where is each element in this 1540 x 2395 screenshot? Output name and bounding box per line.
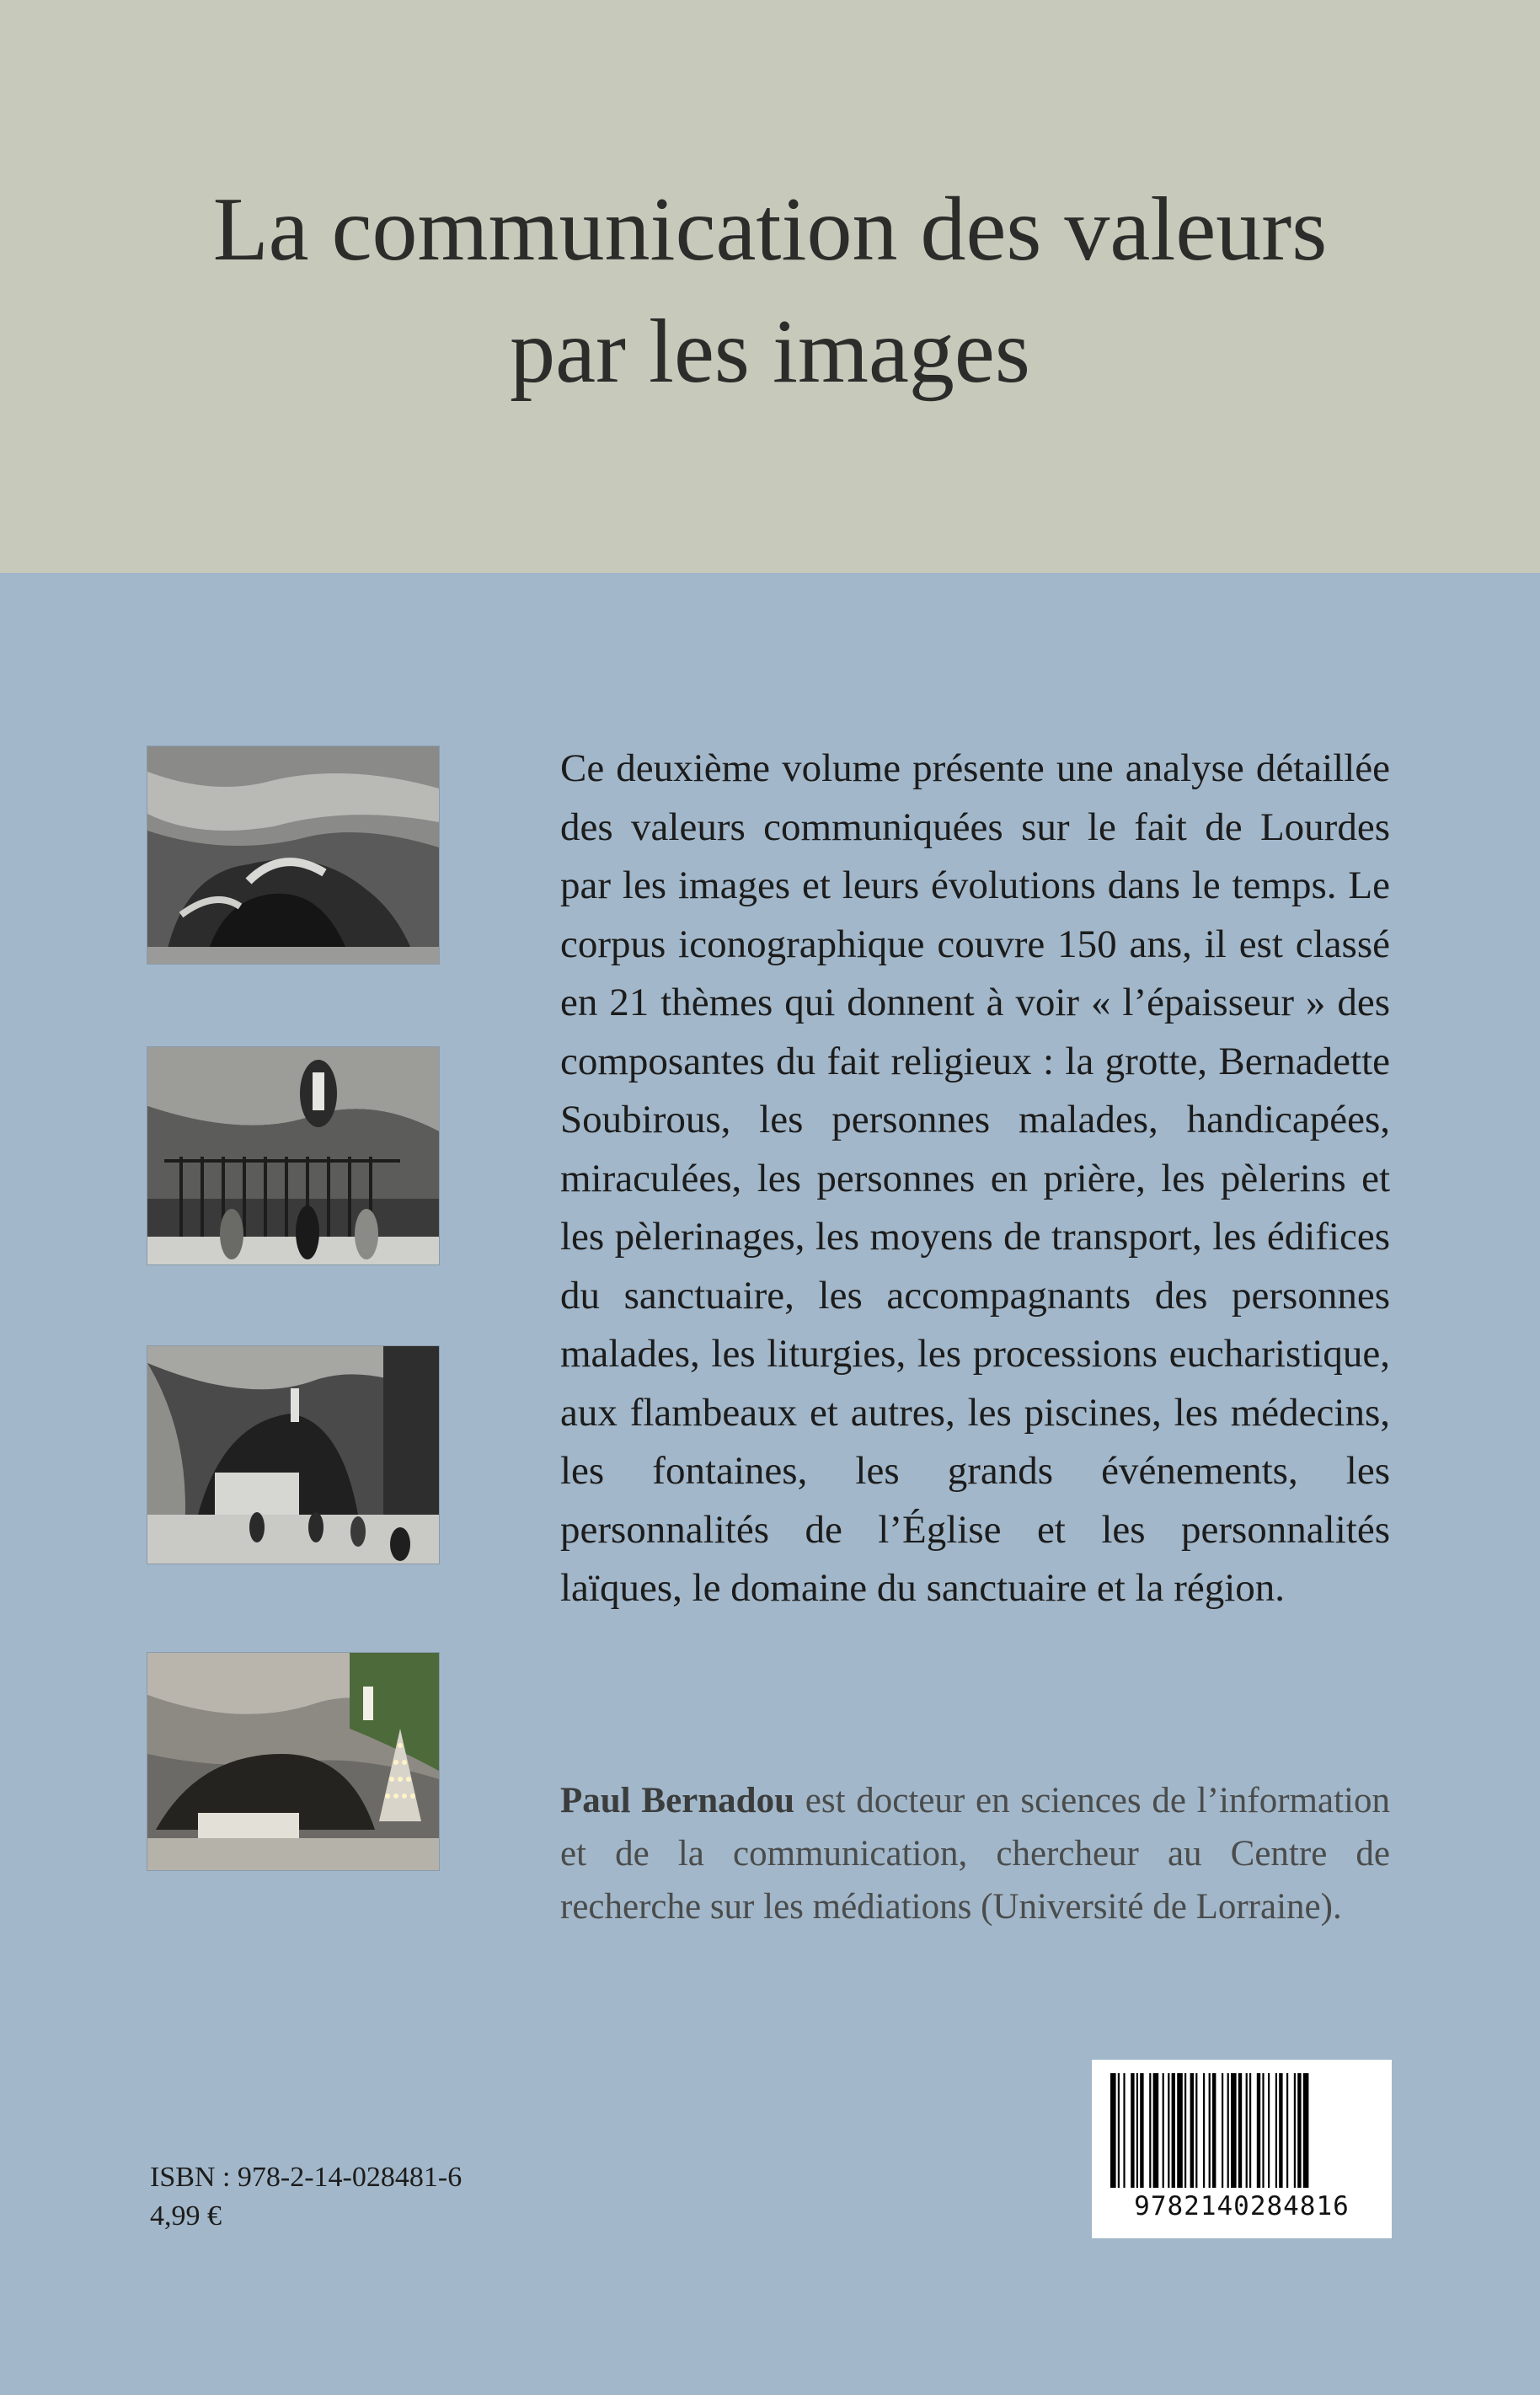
barcode-bar (1195, 2073, 1197, 2188)
barcode-bar (1184, 2073, 1186, 2188)
barcode-bar (1257, 2073, 1260, 2188)
barcode-bar (1297, 2073, 1301, 2188)
barcode-bar (1209, 2073, 1211, 2188)
barcode-bar (1110, 2073, 1116, 2188)
barcode-bar (1149, 2073, 1151, 2188)
grotto-altar-bw-photo (147, 1346, 439, 1564)
barcode-bar (1268, 2073, 1270, 2188)
barcode-digits: 9782140284816 (1134, 2191, 1350, 2221)
book-summary: Ce deuxième volume présente une analyse détaillée des valeurs communiquées sur le fait de Lourdes par les images et leurs évolutions dans le temps. Le corpus iconographique couvre 150 ans, il est classé en 21 thèmes qui donnent à voir « l’épaisseur » des composantes du fait religieux : la grotte, Bernadette Soubirous, les personnes malades, handicapées, miraculées, les personnes en prière, les pèlerins et les pèlerinages, les moyens de transport, les édifices du sanctuaire, les accompagnants des personnes malades, les liturgies, les processions eucharistique, aux flambeaux et autres, les piscines, les médecins, les fontaines, les grands événements, les personnalités de l’Église et les personnalités laïques, le domaine du sanctuaire et la région. (560, 746, 1390, 1610)
barcode-bar (1227, 2073, 1229, 2188)
book-title (0, 168, 1540, 413)
grotto-bw-photo (147, 746, 439, 964)
barcode-bar (1190, 2073, 1194, 2188)
barcode-bar (1118, 2073, 1120, 2188)
barcode-bar (1123, 2073, 1125, 2188)
barcode-bar (1275, 2073, 1277, 2188)
barcode-bar (1249, 2073, 1251, 2188)
barcode-bar (1177, 2073, 1183, 2188)
barcode-bar (1279, 2073, 1282, 2188)
barcode-bar (1231, 2073, 1237, 2188)
author-name: Paul Bernadou (560, 1781, 794, 1820)
isbn-price-block (150, 2158, 462, 2236)
barcode-bar (1131, 2073, 1134, 2188)
title-line-2: par les images (510, 302, 1030, 402)
grotto-candles-color-photo (147, 1653, 439, 1870)
author-bio (560, 1774, 1390, 1933)
barcode-bar (1212, 2073, 1216, 2188)
barcode-bar (1172, 2073, 1175, 2188)
barcode-bar (1262, 2073, 1264, 2188)
barcode-bar (1222, 2073, 1223, 2188)
barcode-bar (1136, 2073, 1138, 2188)
barcode-bars (1107, 2073, 1377, 2191)
barcode-bar (1294, 2073, 1296, 2188)
title-line-1: La communication des valeurs (212, 179, 1328, 280)
isbn: ISBN : 978-2-14-028481-6 (150, 2162, 463, 2193)
barcode-bar (1246, 2073, 1248, 2188)
author-bio-text: est docteur en sciences de l’information et de la communication, chercheur au Centre de recherche sur les médiations (Université de Lorraine). (560, 1781, 1390, 1927)
barcode-bar (1168, 2073, 1169, 2188)
barcode-bar (1286, 2073, 1288, 2188)
grotto-gate-bw-photo (147, 1047, 439, 1264)
barcode-bar (1153, 2073, 1159, 2188)
barcode-bar (1238, 2073, 1242, 2188)
barcode-bar (1303, 2073, 1309, 2188)
price: 4,99 € (150, 2200, 222, 2232)
barcode-bar (1163, 2073, 1164, 2188)
barcode (1092, 2060, 1392, 2238)
barcode-bar (1203, 2073, 1205, 2188)
barcode-bar (1140, 2073, 1143, 2188)
